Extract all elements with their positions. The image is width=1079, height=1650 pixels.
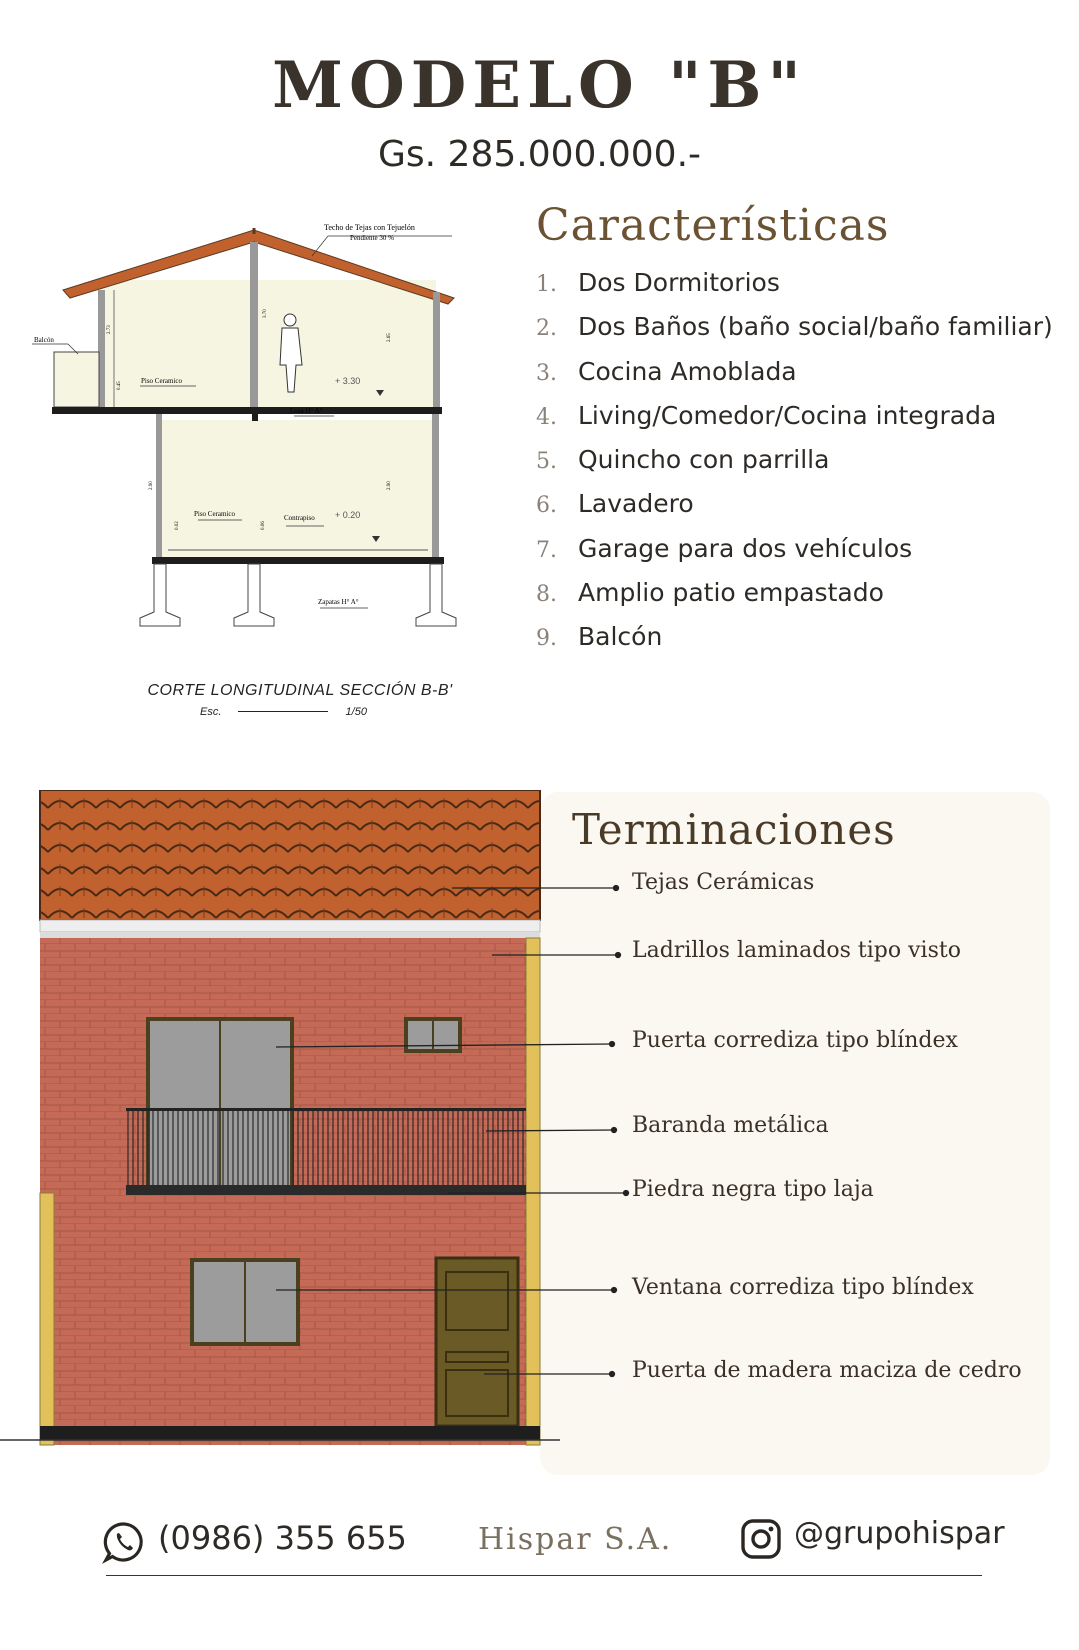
list-number: 8.: [536, 582, 557, 608]
characteristics-heading: Características: [536, 200, 890, 251]
list-number: 4.: [536, 404, 557, 430]
label-level-upper: + 3.30: [335, 376, 361, 386]
page-title: MODELO "B": [272, 48, 807, 123]
list-number: 2.: [536, 316, 557, 342]
finish-label-bricks: Ladrillos laminados tipo visto: [632, 938, 961, 963]
list-number: 6.: [536, 493, 557, 519]
list-label: Balcón: [578, 622, 663, 652]
dim-label: 0.45: [117, 381, 122, 390]
footer-divider: [106, 1575, 982, 1576]
finish-label-window: Ventana corrediza tipo blíndex: [632, 1275, 974, 1300]
list-number: 1.: [536, 272, 557, 297]
finish-label-stone: Piedra negra tipo laja: [632, 1177, 874, 1202]
label-balcony: Balcón: [34, 336, 54, 344]
list-label: Dos Baños (baño social/baño familiar): [578, 312, 1053, 342]
dim-label: 2.65: [387, 333, 392, 342]
list-number: 3.: [536, 360, 557, 386]
list-label: Quincho con parrilla: [578, 445, 830, 475]
label-footings: Zapatas H° A°: [318, 598, 359, 606]
list-label: Lavadero: [578, 489, 694, 519]
list-label: Dos Dormitorios: [578, 268, 780, 297]
finish-label-railing: Baranda metálica: [632, 1113, 829, 1138]
price: Gs. 285.000.000.-: [378, 134, 701, 175]
list-label: Cocina Amoblada: [578, 356, 797, 386]
list-number: 9.: [536, 626, 557, 652]
finish-label-sliding-door: Puerta corrediza tipo blíndex: [632, 1028, 958, 1053]
list-number: 7.: [536, 537, 557, 563]
label-roof: Techo de Tejas con Tejuelón: [324, 223, 415, 232]
finish-label-wood-door: Puerta de madera maciza de cedro: [632, 1358, 1022, 1383]
list-number: 5.: [536, 449, 557, 475]
label-level-lower: + 0.20: [335, 510, 361, 520]
label-floor-lower: Piso Ceramico: [194, 510, 236, 518]
label-floor-upper: Piso Ceramico: [141, 377, 183, 385]
section-caption: CORTE LONGITUDINAL SECCIÓN B-B': [147, 682, 453, 699]
list-label: Garage para dos vehículos: [578, 533, 913, 563]
dim-label: 2.90: [387, 481, 392, 490]
whatsapp-icon: [102, 1520, 146, 1564]
dim-label: 2.73: [107, 325, 112, 334]
label-slope: Pendiente 30 %: [350, 234, 394, 242]
scale-label: Esc.: [200, 706, 222, 718]
scale-value: 1/50: [345, 706, 367, 718]
label-slab: Losa H° A°: [290, 407, 323, 415]
dim-label: 3.70: [263, 309, 268, 318]
list-label: Living/Comedor/Cocina integrada: [578, 400, 997, 430]
dim-label: 0.06: [261, 521, 266, 530]
dim-label: 2.90: [149, 481, 154, 490]
phone-number: (0986) 355 655: [158, 1519, 407, 1557]
label-subfloor: Contrapiso: [284, 514, 315, 522]
list-label: Amplio patio empastado: [578, 578, 884, 608]
instagram-handle: @grupohispar: [794, 1516, 1005, 1551]
instagram-icon: [740, 1518, 782, 1560]
finishes-heading: Terminaciones: [572, 805, 896, 854]
dim-label: 0.02: [175, 521, 180, 530]
company-name: Hispar S.A.: [478, 1522, 673, 1557]
finish-label-tiles: Tejas Cerámicas: [632, 870, 815, 895]
